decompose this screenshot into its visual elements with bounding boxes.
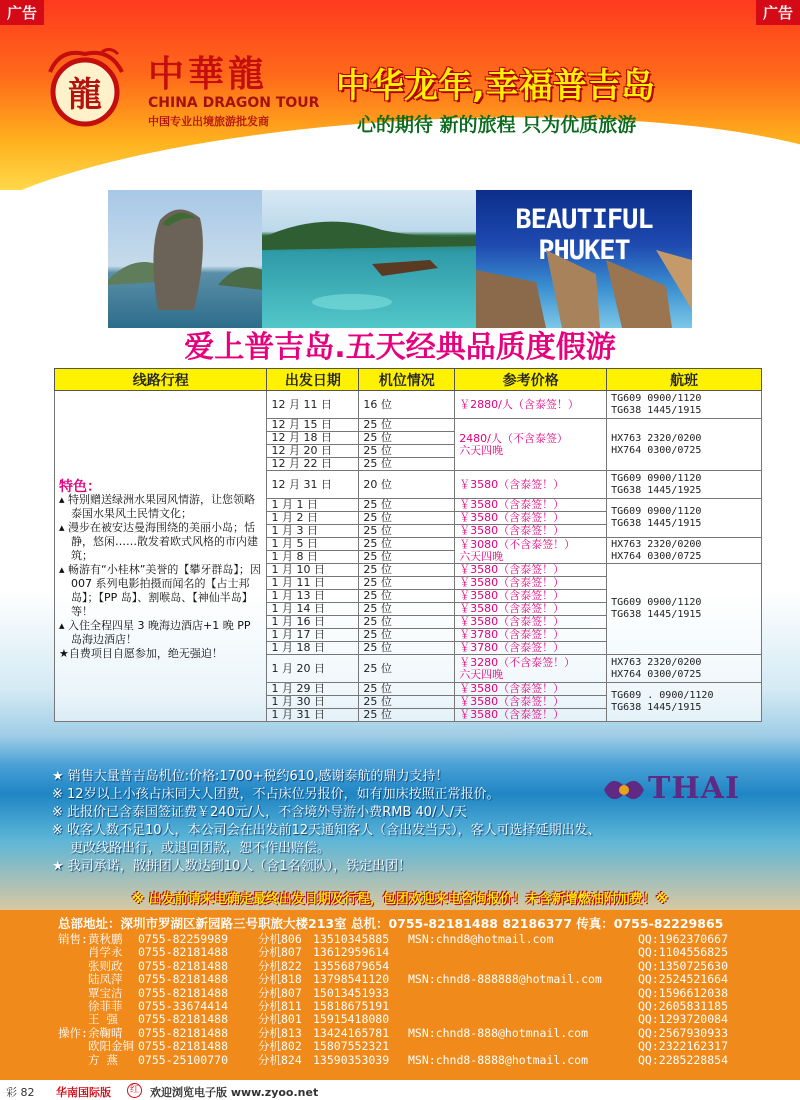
date-cell: 1 月 10 日 — [267, 564, 359, 577]
staff-row — [58, 973, 758, 986]
note-item: ▴ 特别赠送绿洲水果园风情游，让您领略泰国水果风土民情文化； — [59, 493, 256, 520]
seats-cell: 25 位 — [359, 432, 455, 445]
staff-msn: MSN:chnd8-8888@hotmail.com — [408, 1052, 589, 1067]
staff-name: 张则政 — [88, 958, 123, 973]
staff-phone: 0755-82181488 — [138, 985, 229, 1000]
staff-mobile: 13590353039 — [313, 1052, 390, 1067]
staff-row — [58, 1054, 758, 1067]
date-cell: 1 月 29 日 — [267, 683, 359, 696]
date-cell: 12 月 15 日 — [267, 419, 359, 432]
staff-extension: 分机802 — [258, 1039, 302, 1054]
staff-qq: QQ:1962370667 — [638, 932, 729, 946]
note-item: ▴ 畅游有“小桂林”美誉的【攀牙群岛】；因 007 系列电影拍摄而闻名的【占士邦岛】；【PP 岛】、割喉岛、【神仙半岛】等！ — [59, 563, 261, 618]
staff-qq: QQ:2524521664 — [638, 972, 729, 987]
staff-msn: MSN:chnd8-888@hotmnail.com — [408, 1025, 589, 1040]
term-item: ※ 收客人数不足10人，本公司会在出发前12天通知客人（含出发当天），客人可选择延期出发、 — [52, 823, 601, 838]
ad-label-right: 广告 — [756, 0, 800, 25]
logo-char: 龍 — [68, 75, 102, 115]
ad-label-left: 广告 — [0, 0, 44, 25]
staff-row — [58, 960, 758, 973]
price-cell: ￥3580（含泰签！） — [455, 577, 607, 590]
staff-name: 黄秋鹏 — [88, 932, 123, 946]
term-item: ★ 销售大量普吉岛机位:价格:1700+税约610,感谢泰航的鼎力支持！ — [52, 769, 449, 784]
staff-qq: QQ:1293720084 — [638, 1012, 729, 1027]
staff-extension: 分机822 — [258, 958, 302, 973]
flight-cell: TG609 0900/1120 TG638 1445/1915 — [607, 564, 762, 655]
term-item: ★ 我司承诺，散拼团人数达到10人（含1名领队），铁定出团！ — [52, 859, 412, 874]
table-header-row — [55, 369, 762, 391]
staff-row — [58, 1027, 758, 1040]
warning-note: ※ 出发前请来电确定最终出发日期及行程，包团欢迎来电咨询报价！未含新增燃油附加费！※ — [131, 892, 669, 907]
staff-mobile: 15013451933 — [313, 985, 390, 1000]
price-cell: ￥3580（含泰签！） — [455, 525, 607, 538]
table-row — [55, 391, 762, 419]
seats-cell: 25 位 — [359, 642, 455, 655]
date-cell: 1 月 18 日 — [267, 642, 359, 655]
header-flight: 航班 — [607, 369, 762, 391]
price-cell: ￥2880/人（含泰签！） — [455, 391, 607, 419]
staff-phone: 0755-82181488 — [138, 1025, 229, 1040]
brand-name-cn: 中華龍 — [148, 53, 269, 95]
staff-qq: QQ:1596612038 — [638, 985, 729, 1000]
staff-qq: QQ:1350725630 — [638, 958, 729, 973]
date-cell: 1 月 16 日 — [267, 616, 359, 629]
notes-title: 特色： — [59, 479, 101, 495]
staff-mobile: 13556879654 — [313, 958, 390, 973]
seats-cell: 25 位 — [359, 564, 455, 577]
staff-role: 销售: — [58, 932, 88, 946]
price-cell: ￥3780（含泰签！） — [455, 642, 607, 655]
date-cell: 1 月 2 日 — [267, 512, 359, 525]
staff-mobile: 15818675191 — [313, 998, 390, 1013]
date-cell: 12 月 18 日 — [267, 432, 359, 445]
price-cell: 2480/人（不含泰签） 六天四晚 — [455, 419, 607, 471]
longtail-boats-image — [476, 190, 692, 328]
flight-cell: HX763 2320/0200 HX764 0300/0725 — [607, 538, 762, 564]
flight-cell: TG609 0900/1120 TG638 1445/1915 — [607, 391, 762, 419]
staff-extension: 分机807 — [258, 985, 302, 1000]
staff-row — [58, 946, 758, 959]
seats-cell: 25 位 — [359, 458, 455, 471]
staff-extension: 分机813 — [258, 1025, 302, 1040]
page-number: 彩 82 — [6, 1086, 35, 1099]
price-cell: ￥3580（含泰签！） — [455, 512, 607, 525]
staff-qq: QQ:1104556825 — [638, 945, 729, 960]
photo-beautiful-phuket — [476, 190, 692, 328]
term-item: 更改线路出行，或退回团款，恕不作出赔偿。 — [70, 841, 331, 856]
header-price: 参考价格 — [455, 369, 607, 391]
date-cell: 12 月 22 日 — [267, 458, 359, 471]
page-footer — [0, 1082, 800, 1100]
price-cell: ￥3580（含泰签！） — [455, 683, 607, 696]
date-cell: 1 月 1 日 — [267, 499, 359, 512]
price-cell: ￥3780（含泰签！） — [455, 629, 607, 642]
staff-phone: 0755-25100770 — [138, 1052, 229, 1067]
seats-cell: 25 位 — [359, 419, 455, 432]
date-cell: 1 月 11 日 — [267, 577, 359, 590]
date-cell: 1 月 14 日 — [267, 603, 359, 616]
flight-cell: TG609 0900/1120 TG638 1445/1915 — [607, 499, 762, 538]
staff-extension: 分机806 — [258, 932, 302, 946]
price-cell: ￥3580（含泰签！） — [455, 564, 607, 577]
staff-phone: 0755-82181488 — [138, 1039, 229, 1054]
bay-boat-image — [262, 190, 477, 328]
staff-name: 余鞠晴 — [88, 1025, 123, 1040]
staff-mobile: 13612959614 — [313, 945, 390, 960]
seats-cell: 16 位 — [359, 391, 455, 419]
seats-cell: 25 位 — [359, 577, 455, 590]
staff-phone: 0755-82181488 — [138, 945, 229, 960]
staff-row — [58, 933, 758, 946]
seats-cell: 25 位 — [359, 709, 455, 722]
website-link[interactable]: 欢迎浏览电子版 www.zyoo.net — [150, 1086, 319, 1099]
staff-name: 徐菲菲 — [88, 998, 123, 1013]
seats-cell: 25 位 — [359, 538, 455, 551]
date-cell: 12 月 20 日 — [267, 445, 359, 458]
headline: 中华龙年,幸福普吉岛 — [336, 66, 655, 106]
red-mark-icon: 红 — [127, 1083, 142, 1098]
staff-row — [58, 1013, 758, 1026]
seats-cell: 20 位 — [359, 471, 455, 499]
staff-name: 欧阳金铜 — [88, 1039, 134, 1054]
date-cell: 1 月 5 日 — [267, 538, 359, 551]
staff-phone: 0755-82181488 — [138, 972, 229, 987]
schedule-table — [54, 368, 762, 722]
photo-james-bond-island — [108, 190, 263, 328]
note-item: ▴ 漫步在被安达曼海围绕的美丽小岛；恬静，悠闲……散发着欧式风格的市内建筑； — [59, 521, 258, 562]
airline-name: THAI — [648, 771, 740, 806]
seats-cell: 25 位 — [359, 590, 455, 603]
staff-mobile: 13798541120 — [313, 972, 390, 987]
header-date: 出发日期 — [267, 369, 359, 391]
edition-label: 华南国际版 — [56, 1086, 111, 1099]
staff-extension: 分机801 — [258, 1012, 302, 1027]
karst-rock-image — [108, 190, 263, 328]
date-cell: 12 月 11 日 — [267, 391, 359, 419]
staff-qq: QQ:2285228854 — [638, 1052, 729, 1067]
staff-qq: QQ:2322162317 — [638, 1039, 729, 1054]
price-cell: ￥3580（含泰签！） — [455, 616, 607, 629]
staff-phone: 0755-33674414 — [138, 998, 229, 1013]
seats-cell: 25 位 — [359, 629, 455, 642]
staff-row — [58, 1040, 758, 1053]
price-cell: ￥3580（含泰签！） — [455, 590, 607, 603]
staff-mobile: 15915418080 — [313, 1012, 390, 1027]
date-cell: 1 月 31 日 — [267, 709, 359, 722]
flight-cell: HX763 2320/0200 HX764 0300/0725 — [607, 419, 762, 471]
seats-cell: 25 位 — [359, 551, 455, 564]
price-cell: ￥3580（含泰签！） — [455, 499, 607, 512]
tour-subtitle: 爱上普吉岛.五天经典品质度假游 — [184, 330, 616, 365]
flight-cell: HX763 2320/0200 HX764 0300/0725 — [607, 655, 762, 683]
seats-cell: 25 位 — [359, 655, 455, 683]
staff-phone: 0755-82181488 — [138, 958, 229, 973]
price-cell: ￥3080（不含泰签！） 六天四晚 — [455, 538, 607, 564]
staff-extension: 分机824 — [258, 1052, 302, 1067]
date-cell: 1 月 13 日 — [267, 590, 359, 603]
itinerary-notes — [55, 391, 267, 722]
staff-msn: MSN:chnd8@hotmail.com — [408, 932, 554, 946]
photo-snorkel-bay — [262, 190, 477, 328]
staff-row — [58, 987, 758, 1000]
seats-cell: 25 位 — [359, 603, 455, 616]
date-cell: 12 月 31 日 — [267, 471, 359, 499]
note-item: ▴ 入住全程四星 3 晚海边酒店+1 晚 PP 岛海边酒店！ — [59, 619, 251, 646]
staff-name: 肖学永 — [88, 945, 123, 960]
flight-cell: TG609 0900/1120 TG638 1445/1925 — [607, 471, 762, 499]
seats-cell: 25 位 — [359, 499, 455, 512]
staff-name: 王 强 — [88, 1012, 118, 1027]
staff-extension: 分机818 — [258, 972, 302, 987]
staff-role: 操作: — [58, 1025, 88, 1040]
staff-name: 方 燕 — [88, 1052, 118, 1067]
terms-list — [52, 768, 612, 876]
slogan: 心的期待 新的旅程 只为优质旅游 — [357, 114, 637, 136]
flight-cell: TG609 . 0900/1120 TG638 1445/1915 — [607, 683, 762, 722]
price-cell: ￥3280（不含泰签！） 六天四晚 — [455, 655, 607, 683]
staff-mobile: 13424165781 — [313, 1025, 390, 1040]
staff-mobile: 13510345885 — [313, 932, 390, 946]
staff-name: 覃宝洁 — [88, 985, 123, 1000]
date-cell: 1 月 17 日 — [267, 629, 359, 642]
staff-qq: QQ:2567930933 — [638, 1025, 729, 1040]
header-route: 线路行程 — [55, 369, 267, 391]
date-cell: 1 月 20 日 — [267, 655, 359, 683]
seats-cell: 25 位 — [359, 525, 455, 538]
seats-cell: 25 位 — [359, 512, 455, 525]
term-item: ※ 12岁以上小孩占床同大人团费，不占床位另报价，如有加床按照正常报价。 — [52, 787, 500, 802]
staff-msn: MSN:chnd8-888888@hotmail.com — [408, 972, 602, 987]
staff-phone: 0755-82181488 — [138, 1012, 229, 1027]
header-seats: 机位情况 — [359, 369, 455, 391]
staff-mobile: 15807552321 — [313, 1039, 390, 1054]
staff-qq: QQ:2605831185 — [638, 998, 729, 1013]
staff-extension: 分机811 — [258, 998, 302, 1013]
brand-name-en: CHINA DRAGON TOUR — [148, 95, 320, 111]
staff-name: 陆凤萍 — [88, 972, 123, 987]
date-cell: 1 月 3 日 — [267, 525, 359, 538]
staff-row — [58, 1000, 758, 1013]
hq-address: 总部地址：深圳市罗湖区新园路三号职旅大楼213室 总机：0755-82181488 82186377 传真：0755-82229865 — [58, 916, 724, 931]
term-item: ※ 此报价已含泰国签证费￥240元/人，不含境外导游小费RMB 40/人/天 — [52, 805, 467, 820]
brand-subtitle: 中国专业出境旅游批发商 — [148, 115, 269, 128]
seats-cell: 25 位 — [359, 683, 455, 696]
staff-list — [58, 933, 758, 1067]
dragon-logo-icon — [40, 44, 130, 130]
seats-cell: 25 位 — [359, 616, 455, 629]
price-cell: ￥3580（含泰签！） — [455, 696, 607, 709]
date-cell: 1 月 30 日 — [267, 696, 359, 709]
staff-extension: 分机807 — [258, 945, 302, 960]
staff-phone: 0755-82259989 — [138, 932, 229, 946]
date-cell: 1 月 8 日 — [267, 551, 359, 564]
note-item: ★自费项目自愿参加，绝无强迫！ — [59, 647, 223, 660]
photo-title: BEAUTIFUL PHUKET — [515, 204, 653, 266]
price-cell: ￥3580（含泰签！） — [455, 603, 607, 616]
seats-cell: 25 位 — [359, 696, 455, 709]
price-cell: ￥3580（含泰签！） — [455, 471, 607, 499]
price-cell: ￥3580（含泰签！） — [455, 709, 607, 722]
seats-cell: 25 位 — [359, 445, 455, 458]
